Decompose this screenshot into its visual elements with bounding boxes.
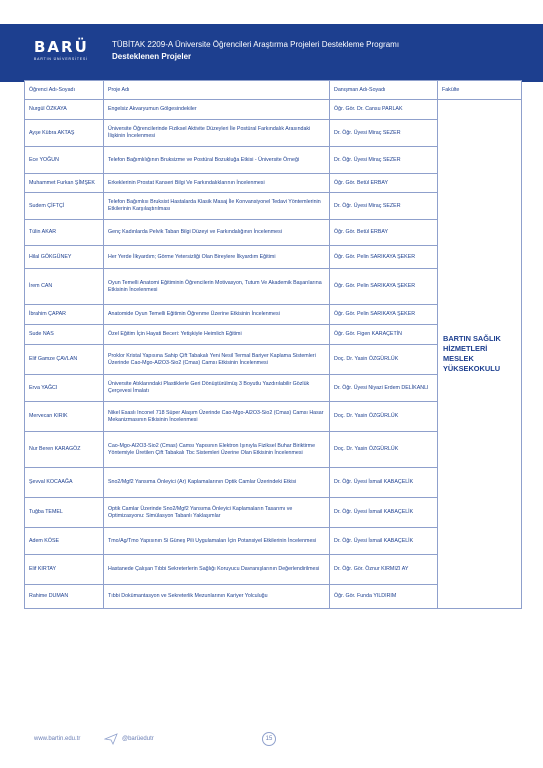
footer-social-handle[interactable]: @barüedutr [122, 736, 154, 742]
column-header-faculty: Fakülte [438, 81, 522, 100]
project-title-cell: Cao-Mgo-Al2O3-Sio2 (Cmas) Camsı Yapısının Elektron Işınıyla Fiziksel Buhar Biriktirme Yöntemiyle Üretilen Çift Tabakalı Tbc Sistemleri Üzerine Olan Etkisinin İncelenmesi [104, 432, 330, 468]
student-name-cell: İbrahim ÇAPAR [25, 305, 104, 325]
page-subtitle: Desteklenen Projeler [112, 52, 192, 61]
project-title-cell: Üniversite Öğrencilerinde Fiziksel Aktivite Düzeyleri İle Postüral Farkındalık Arasındaki İlişkinin İncelenmesi [104, 120, 330, 147]
project-title-cell: Sno2/Mgf2 Yansıma Önleyici (Ar) Kaplamalarının Optik Camlar Üzerindeki Etkisi [104, 468, 330, 498]
student-name-cell: Tülin AKAR [25, 220, 104, 246]
advisor-name-cell: Öğr. Gör. Pelin SARIKAYA ŞEKER [330, 269, 438, 305]
advisor-name-cell: Dr. Öğr. Üyesi Miraç SEZER [330, 193, 438, 220]
student-name-cell: Adem KÖSE [25, 528, 104, 555]
advisor-name-cell: Dr. Öğr. Üyesi İsmail KABAÇELİK [330, 498, 438, 528]
advisor-name-cell: Öğr. Gör. Funda YILDIRIM [330, 585, 438, 609]
advisor-name-cell: Dr. Öğr. Üyesi Miraç SEZER [330, 147, 438, 174]
project-title-cell: Özel Eğitim İçin Hayati Beceri: Yetişkiyle Heimlich Eğitimi [104, 325, 330, 345]
advisor-name-cell: Öğr. Gör. Pelin SARIKAYA ŞEKER [330, 305, 438, 325]
advisor-name-cell: Öğr. Gör. Betül ERBAY [330, 174, 438, 193]
header-title-block [112, 40, 399, 61]
page-number: 15 [262, 732, 276, 746]
project-title-cell: Proklor Kristal Yapısına Sahip Çift Tabakalı Yeni Nesil Termal Bariyer Kaplama Sistemleri Üzerinde Cao-Mgo-Al2O3-Sio2 (Cmas) Camsı Etkisinin İncelenmesi [104, 345, 330, 375]
student-name-cell: Sudem ÇİFTÇİ [25, 193, 104, 220]
table-row [25, 100, 522, 120]
student-name-cell: Nur Beren KARAGÖZ [25, 432, 104, 468]
table-header-row [25, 81, 522, 100]
university-logo[interactable] [34, 38, 89, 61]
project-title-cell: Telefon Bağımlısı Bruksist Hastalarda Klasik Masaj İle Konvansiyonel Tedavi Yöntemlerinin Etkilerinin Karşılaştırılması [104, 193, 330, 220]
advisor-name-cell: Dr. Öğr. Gör. Öznur KIRMIZI AY [330, 555, 438, 585]
logo-text: BARÜ [34, 38, 89, 56]
student-name-cell: Ece YOĞUN [25, 147, 104, 174]
advisor-name-cell: Doç. Dr. Yasin ÖZGÜRLÜK [330, 432, 438, 468]
student-name-cell: Elif KIRTAY [25, 555, 104, 585]
project-title-cell: Tıbbi Dokümantasyon ve Sekreterlik Mezunlarının Kariyer Yolculuğu [104, 585, 330, 609]
advisor-name-cell: Dr. Öğr. Üyesi İsmail KABAÇELİK [330, 528, 438, 555]
student-name-cell: Rahime DUMAN [25, 585, 104, 609]
advisor-name-cell: Doç. Dr. Yasin ÖZGÜRLÜK [330, 402, 438, 432]
student-name-cell: Nurgül ÖZKAYA [25, 100, 104, 120]
project-title-cell: Oyun Temelli Anatomi Eğitiminin Öğrencilerin Motivasyon, Tutum Ve Akademik Başarılarına Etkisinin İncelenmesi [104, 269, 330, 305]
advisor-name-cell: Öğr. Gör. Dr. Cansu PARLAK [330, 100, 438, 120]
projects-table [24, 80, 522, 609]
advisor-name-cell: Doç. Dr. Yasin ÖZGÜRLÜK [330, 345, 438, 375]
project-title-cell: Engelsiz Akvaryumun Gölgesindekiler [104, 100, 330, 120]
project-title-cell: Hastanede Çalışan Tıbbi Sekreterlerin Sağlığı Koruyucu Davranışlarının Değerlendirilmesi [104, 555, 330, 585]
advisor-name-cell: Dr. Öğr. Üyesi Niyazi Erdem DELİKANLI [330, 375, 438, 402]
project-title-cell: Üniversite Atıklarındaki Plastiklerle Geri Dönüştürülmüş 3 Boyutlu Yazdırılabilir Gözlük Çerçevesi İmalatı [104, 375, 330, 402]
table-body [25, 100, 522, 609]
project-title-cell: Anatomide Oyun Temelli Eğitimin Öğrenme Üzerine Etkisinin İncelenmesi [104, 305, 330, 325]
advisor-name-cell: Öğr. Gör. Figen KARAÇETİN [330, 325, 438, 345]
column-header-advisor: Danışman Adı-Soyadı [330, 81, 438, 100]
student-name-cell: Mervecan KIRIK [25, 402, 104, 432]
advisor-name-cell: Dr. Öğr. Üyesi Miraç SEZER [330, 120, 438, 147]
project-title-cell: Genç Kadınlarda Pelvik Taban Bilgi Düzeyi ve Farkındalığının İncelenmesi [104, 220, 330, 246]
project-title-cell: Tmo/Ag/Tmo Yapısının Si Güneş Pili Uygulamaları İçin Potansiyel Etkilerinin İncelenmesi [104, 528, 330, 555]
faculty-cell: BARTIN SAĞLIK HİZMETLERİ MESLEK YÜKSEKOKULU [438, 100, 522, 609]
project-title-cell: Nikel Esaslı Inconel 718 Süper Alaşım Üzerinde Cao-Mgo-Al2O3-Sio2 (Cmas) Camsı Hasar Mekanizmasının Etkisinin İncelenmesi [104, 402, 330, 432]
column-header-student: Öğrenci Adı-Soyadı [25, 81, 104, 100]
student-name-cell: Muhammet Furkan ŞİMŞEK [25, 174, 104, 193]
student-name-cell: Elif Gamze ÇAVLAN [25, 345, 104, 375]
student-name-cell: Şevval KOCAAĞA [25, 468, 104, 498]
student-name-cell: Tuğba TEMEL [25, 498, 104, 528]
student-name-cell: Hilal GÖKGÜNEY [25, 246, 104, 269]
student-name-cell: Erva YAĞCI [25, 375, 104, 402]
project-title-cell: Her Yerde İlkyardım; Görme Yetersizliği Olan Bireylere İlkyardım Eğitimi [104, 246, 330, 269]
column-header-project: Proje Adı [104, 81, 330, 100]
student-name-cell: Ayşe Kübra AKTAŞ [25, 120, 104, 147]
advisor-name-cell: Öğr. Gör. Betül ERBAY [330, 220, 438, 246]
student-name-cell: İrem CAN [25, 269, 104, 305]
advisor-name-cell: Dr. Öğr. Üyesi İsmail KABAÇELİK [330, 468, 438, 498]
header-banner [0, 24, 543, 82]
logo-subtext: BARTIN ÜNİVERSİTESİ [34, 57, 88, 61]
send-icon [104, 733, 118, 745]
project-title-cell: Erkeklerinin Prostat Kanseri Bilgi Ve Farkındalıklarının İncelenmesi [104, 174, 330, 193]
project-title-cell: Optik Camlar Üzerinde Sno2/Mgf2 Yansıma Önleyici Kaplamaların Tasarımı ve Optimizasyonu: Simülasyon Tabanlı Yaklaşımlar [104, 498, 330, 528]
student-name-cell: Sude NAS [25, 325, 104, 345]
footer-website-link[interactable]: www.bartin.edu.tr [34, 736, 81, 742]
project-title-cell: Telefon Bağımlılığının Bruksizme ve Postüral Bozukluğa Etkisi - Üniversite Örneği [104, 147, 330, 174]
page-title: TÜBİTAK 2209-A Üniversite Öğrencileri Araştırma Projeleri Destekleme Programı [112, 40, 400, 49]
advisor-name-cell: Öğr. Gör. Pelin SARIKAYA ŞEKER [330, 246, 438, 269]
